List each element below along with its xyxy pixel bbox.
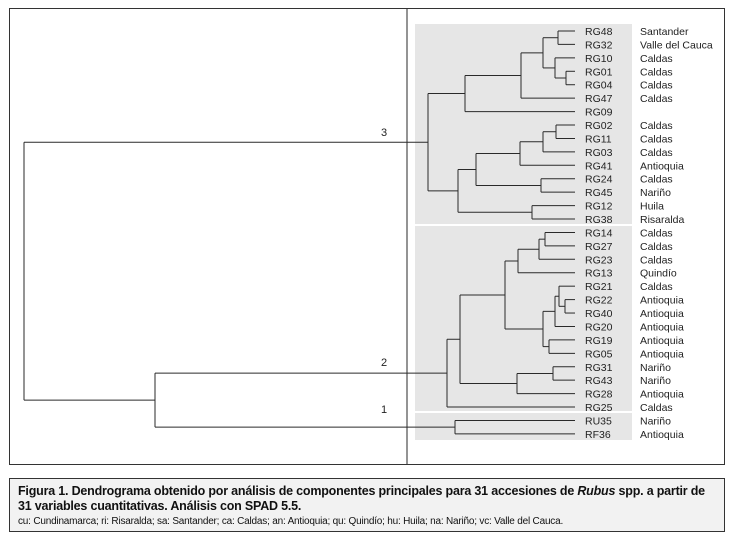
leaf-region: Caldas [640,133,673,146]
dendrogram [10,9,724,464]
leaf-region: Caldas [640,146,673,159]
leaf-id: RF36 [585,428,611,441]
caption-suffix: spp. a partir de 31 variables cuantitativas. Análisis con SPAD 5.5. [18,484,705,513]
leaf-region: Caldas [640,93,673,106]
leaf-region: Antioquia [640,160,684,173]
leaf-id: RG13 [585,267,613,280]
leaf-id: RG27 [585,240,613,253]
leaf-id: RG03 [585,146,613,159]
figure-caption [9,478,725,532]
leaf-region: Nariño [640,375,671,388]
caption-title [18,484,716,514]
leaf-region: Caldas [640,240,673,253]
leaf-region: Huila [640,200,664,213]
group-label-1: 1 [380,404,388,417]
leaf-region: Caldas [640,227,673,240]
leaf-id: RG41 [585,160,613,173]
leaf-id: RG14 [585,227,613,240]
leaf-id: RG01 [585,66,613,79]
leaf-id: RG19 [585,334,613,347]
leaf-region: Caldas [640,254,673,267]
leaf-region: Quindío [640,267,677,280]
leaf-id: RG21 [585,281,613,294]
leaf-id: RG12 [585,200,613,213]
leaf-id: RG32 [585,39,613,52]
leaf-id: RG28 [585,388,613,401]
leaf-id: RG38 [585,214,613,227]
leaf-id: RG22 [585,294,613,307]
leaf-region: Antioquia [640,308,684,321]
caption-genus: Rubus [577,484,616,498]
leaf-region: Caldas [640,66,673,79]
leaf-region: Caldas [640,281,673,294]
leaf-region: Antioquia [640,348,684,361]
leaf-region: Nariño [640,361,671,374]
leaf-id: RG40 [585,308,613,321]
leaf-region: Risaralda [640,214,685,227]
leaf-region: Caldas [640,402,673,415]
figure-frame [9,8,725,465]
group-label-2: 2 [380,357,388,370]
leaf-id: RG11 [585,133,612,146]
leaf-region: Caldas [640,52,673,65]
leaf-id: RG05 [585,348,613,361]
leaf-region: Valle del Cauca [640,39,713,52]
leaf-region: Antioquia [640,428,684,441]
leaf-id: RG10 [585,52,613,65]
leaf-region: Antioquia [640,334,684,347]
leaf-id: RG31 [585,361,613,374]
leaf-id: RG09 [585,106,613,119]
leaf-id: RG43 [585,375,613,388]
leaf-id: RG24 [585,173,613,186]
leaf-id: RG04 [585,79,613,92]
group-label-3: 3 [380,127,388,140]
leaf-region: Nariño [640,187,671,200]
caption-abbreviations: cu: Cundinamarca; ri: Risaralda; sa: Santander; ca: Caldas; an: Antioquia; qu: Quindío; hu: Huila; na: Nariño; vc: Valle del Cauca. [18,516,564,527]
leaf-id: RG48 [585,26,613,38]
leaf-region: Santander [640,26,689,38]
leaf-region: Caldas [640,120,673,133]
leaf-id: RG45 [585,187,613,200]
leaf-region: Caldas [640,173,673,186]
leaf-region: Antioquia [640,388,684,401]
caption-prefix: Figura 1. Dendrograma obtenido por análisis de componentes principales para 31 accesiones de [18,484,578,498]
leaf-region: Caldas [640,79,673,92]
leaf-id: RG23 [585,254,613,267]
leaf-id: RG02 [585,120,613,133]
leaf-region: Nariño [640,415,671,428]
leaf-id: RG47 [585,93,613,106]
leaf-region: Antioquia [640,321,684,334]
leaf-id: RU35 [585,415,612,428]
leaf-id: RG25 [585,402,613,415]
leaf-id: RG20 [585,321,613,334]
leaf-region: Antioquia [640,294,684,307]
